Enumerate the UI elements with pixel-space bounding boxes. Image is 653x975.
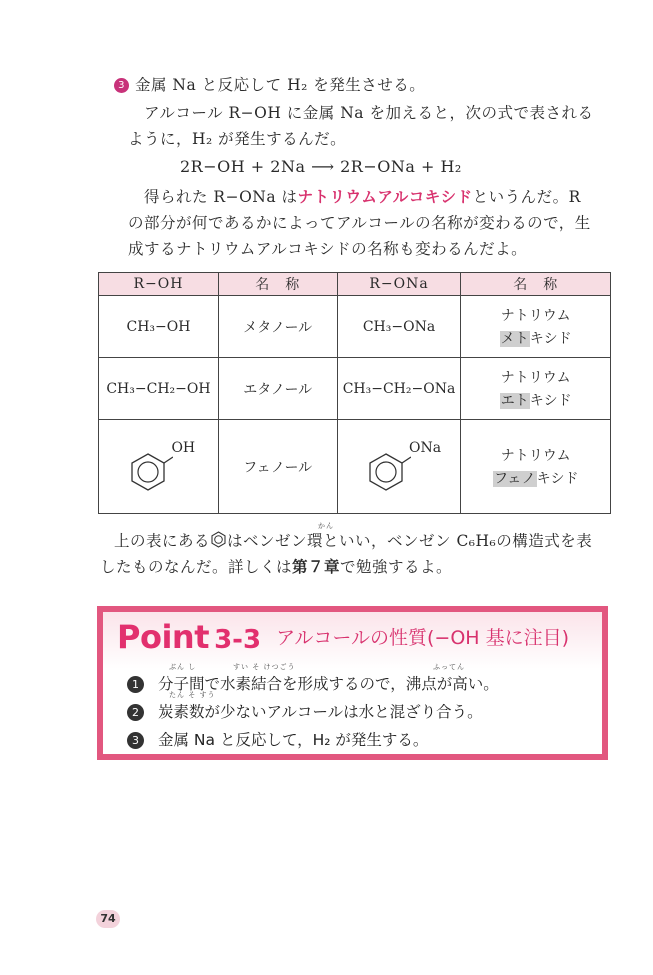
paragraph-2-line-2: の部分が何であるかによってアルコールの名称が変わるので，生	[128, 214, 591, 232]
point-item-number: 2	[127, 704, 144, 721]
point-subtitle: アルコールの性質(−OH 基に注目)	[276, 627, 570, 649]
ruby-kan: かん	[318, 522, 334, 530]
p2-text-b: というんだ。R	[472, 188, 581, 206]
cell-roh: CH₃−OH	[99, 296, 219, 358]
point-item	[127, 728, 428, 750]
alkoxide-suffix: キシド	[536, 471, 579, 487]
alkoxide-highlight: メト	[500, 331, 529, 347]
sodium-alkoxide-highlight: ナトリウムアルコキシド	[297, 188, 473, 206]
cell-rona: CH₃−ONa	[337, 296, 461, 358]
section-heading	[114, 72, 425, 98]
after-table-text-c: したものなんだ。詳しくは	[100, 558, 293, 576]
cell-alcohol-name: エタノール	[218, 358, 337, 420]
point-item	[127, 700, 483, 722]
point-item-text: 金属 Na と反応して，H₂ が発生する。	[158, 731, 429, 749]
point-item-text: 分子間で水素結合を形成するので，沸点が高い。	[158, 675, 499, 693]
after-table-line-1	[114, 528, 592, 554]
alkoxide-prefix: ナトリウム	[500, 448, 571, 464]
cell-rona: CH₃−CH₂−ONa	[337, 358, 461, 420]
ruby-futten: ふってん	[433, 663, 465, 671]
cell-alcohol-name: フェノール	[218, 420, 337, 514]
table-row	[99, 358, 611, 420]
alkoxide-suffix: キシド	[529, 393, 572, 409]
alkoxide-prefix: ナトリウム	[500, 370, 571, 386]
point-item-number: 1	[127, 676, 144, 693]
paragraph-2-line-3: 成するナトリウムアルコキシドの名称も変わるんだよ。	[128, 240, 528, 258]
section-heading-text: 金属 Na と反応して H₂ を発生させる。	[135, 76, 426, 94]
table-header-row	[99, 273, 611, 296]
table-row	[99, 296, 611, 358]
header-roh: R−OH	[99, 273, 219, 296]
point-item-number: 3	[127, 732, 144, 749]
p2-text-a: 得られた R−ONa は	[144, 188, 298, 206]
cell-phenol-structure	[99, 420, 219, 514]
alkoxide-suffix: キシド	[529, 331, 572, 347]
reaction-equation: 2R−OH + 2Na ⟶ 2R−ONa + H₂	[180, 157, 462, 176]
benzene-ring-icon	[361, 448, 411, 494]
paragraph-1-line-2: ように，H₂ が発生するんだ。	[128, 130, 347, 148]
oxide-label: ONa	[409, 439, 442, 456]
paragraph-1-line-1: アルコール R−OH に金属 Na を加えると，次の式で表される	[144, 104, 594, 122]
header-rona: R−ONa	[337, 273, 461, 296]
page-number: 74	[96, 910, 120, 928]
chapter-reference: 第７章	[292, 558, 341, 576]
alkoxide-prefix: ナトリウム	[500, 308, 571, 324]
alkoxide-highlight: フェノ	[494, 471, 536, 487]
ruby-bunshi: ぶん し	[169, 663, 197, 671]
paragraph-2-line-1	[144, 184, 581, 210]
point-box	[97, 606, 608, 760]
after-table-text-b: はベンゼン環といい，ベンゼン C₆H₆の構造式を表	[227, 532, 593, 550]
after-table-text-d: で勉強するよ。	[340, 558, 453, 576]
after-table-line-2	[100, 554, 452, 580]
point-word: Point	[117, 618, 209, 656]
point-title	[117, 618, 569, 656]
header-name-1: 名 称	[218, 273, 337, 296]
benzene-ring-icon	[123, 448, 173, 494]
item-number-badge: 3	[114, 78, 129, 93]
ruby-tansosuu: たん そ すう	[169, 691, 216, 699]
ruby-suiso-ketsugou: すい そ けつごう	[233, 663, 296, 671]
alkoxide-table	[98, 272, 611, 514]
cell-alkoxide-name	[461, 358, 611, 420]
point-number: 3-3	[214, 625, 262, 655]
cell-alcohol-name: メタノール	[218, 296, 337, 358]
point-item-text: 炭素数が少ないアルコールは水と混ざり合う。	[158, 703, 483, 721]
after-table-text-a: 上の表にある	[114, 532, 211, 550]
cell-roh: CH₃−CH₂−OH	[99, 358, 219, 420]
cell-alkoxide-name	[461, 420, 611, 514]
cell-phenoxide-structure	[337, 420, 461, 514]
cell-alkoxide-name	[461, 296, 611, 358]
alkoxide-highlight: エト	[500, 393, 529, 409]
header-name-2: 名 称	[461, 273, 611, 296]
benzene-ring-icon	[210, 531, 227, 548]
hydroxy-label: OH	[171, 439, 196, 456]
table-row	[99, 420, 611, 514]
